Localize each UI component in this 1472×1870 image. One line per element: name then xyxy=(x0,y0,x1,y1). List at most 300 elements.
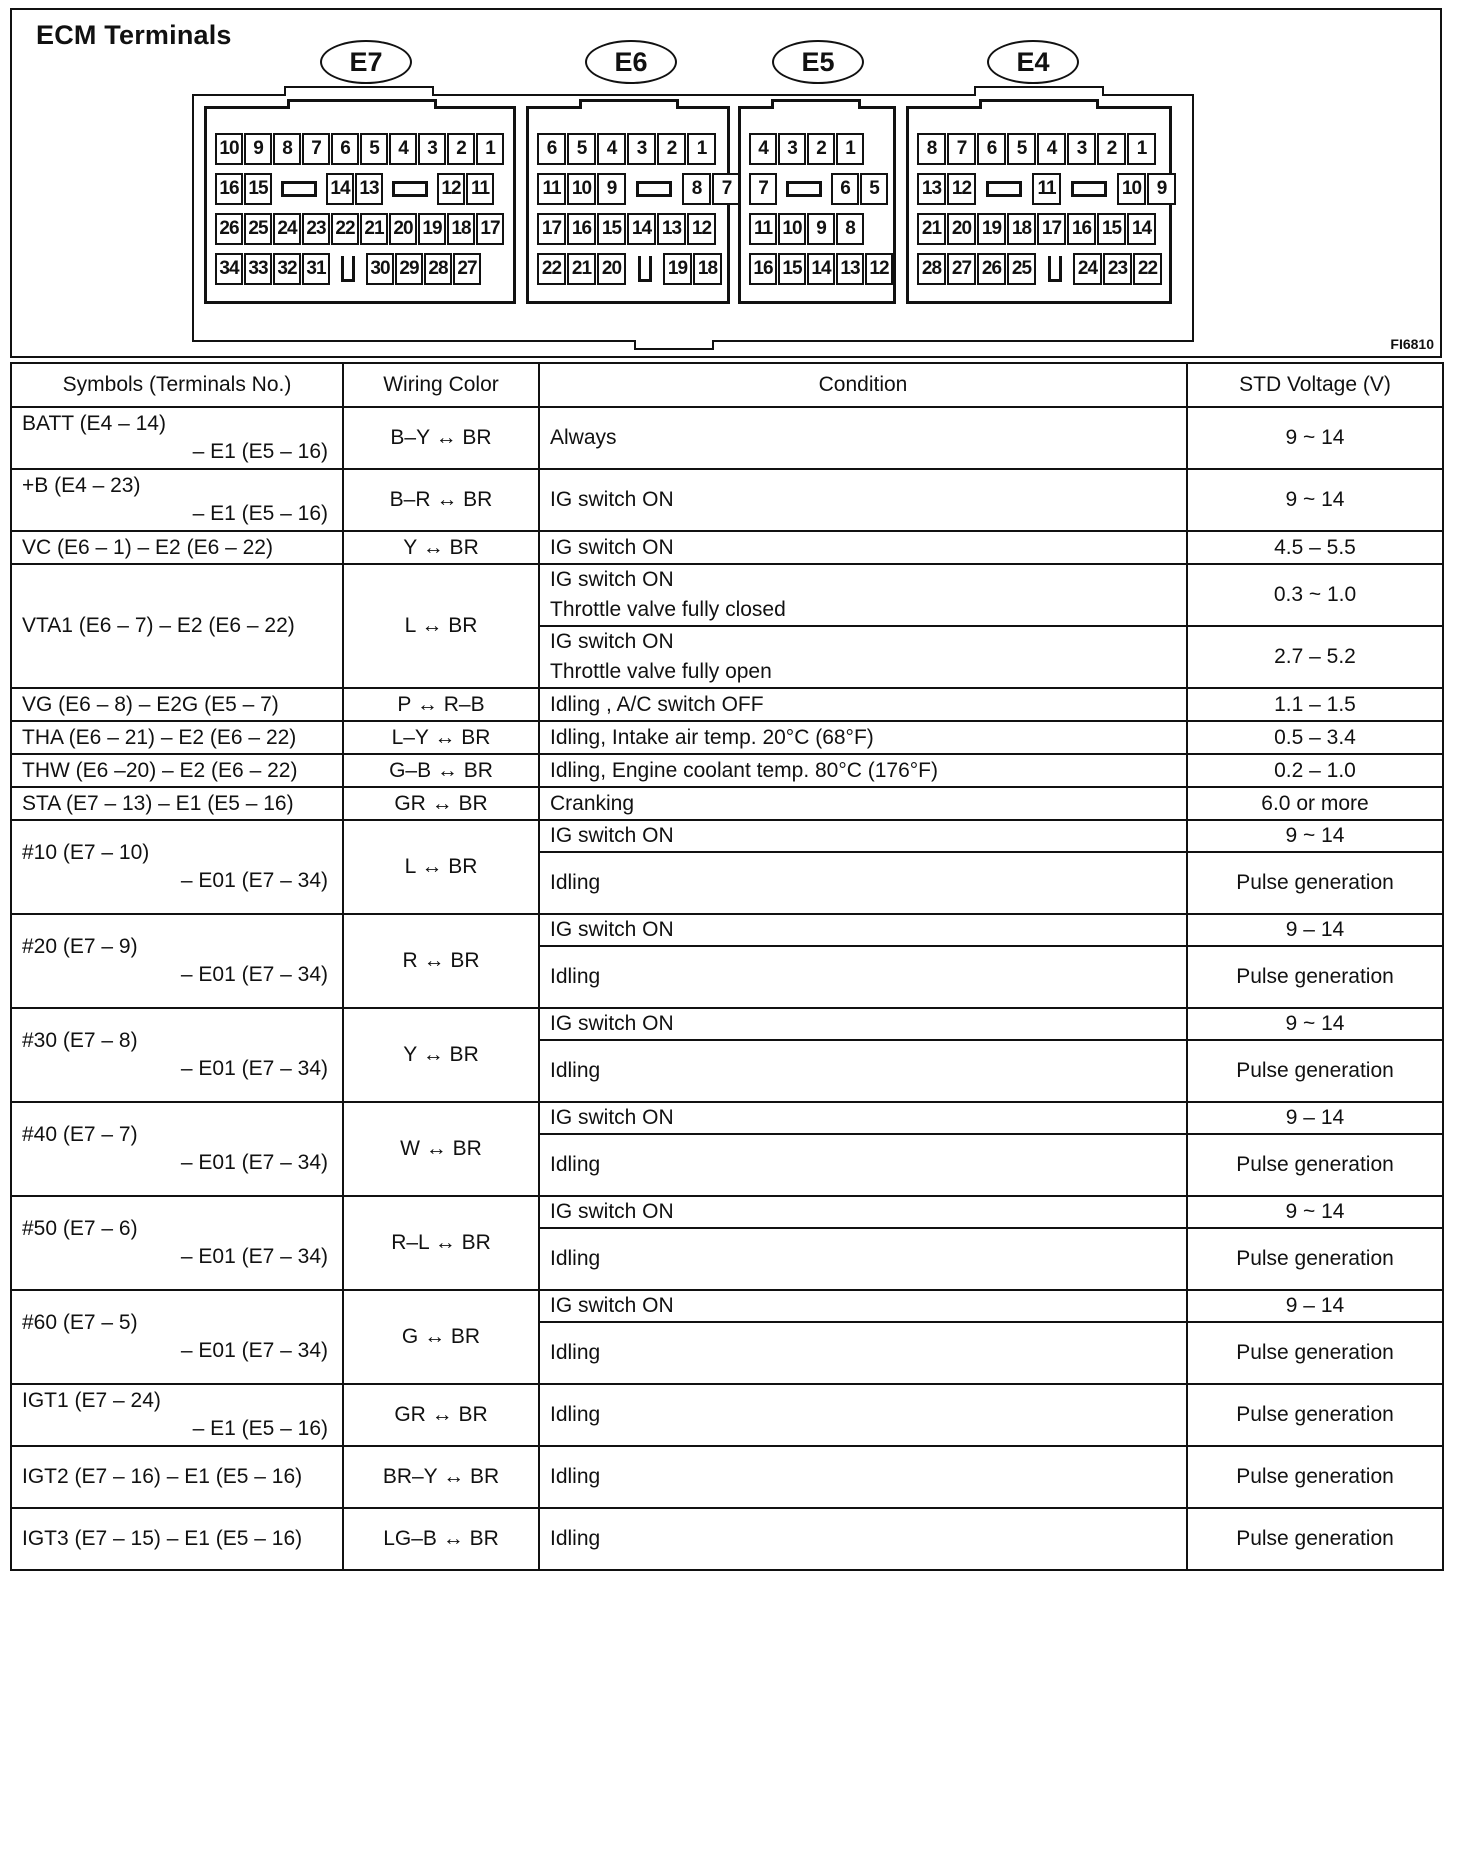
condition-cell xyxy=(539,1040,1187,1102)
connector-label-e4: E4 xyxy=(987,40,1079,84)
std-voltage-cell: 9 – 14 xyxy=(1187,1290,1443,1322)
terminal-symbol-cell xyxy=(11,1102,343,1196)
wiring-color-cell: B–Y ↔ BR xyxy=(343,407,539,469)
std-voltage-cell: Pulse generation xyxy=(1187,1508,1443,1570)
connector-label-e5: E5 xyxy=(772,40,864,84)
terminal-pin: 12 xyxy=(947,173,976,205)
condition-text: IG switch ON xyxy=(550,1200,674,1223)
terminal-pin: 11 xyxy=(749,213,777,245)
table-row xyxy=(11,469,1443,531)
terminal-pin: 13 xyxy=(355,173,383,205)
std-voltage-cell: Pulse generation xyxy=(1187,946,1443,1008)
terminal-pin: 2 xyxy=(1097,133,1126,165)
terminal-pin: 34 xyxy=(215,253,243,285)
std-voltage-cell: Pulse generation xyxy=(1187,1384,1443,1446)
terminal-symbol: BATT (E4 – 14) xyxy=(22,412,166,435)
connector-slot xyxy=(1062,173,1116,205)
terminal-pin: 12 xyxy=(687,213,716,245)
terminal-pin: 19 xyxy=(663,253,692,285)
condition-cell xyxy=(539,626,1187,688)
connector-key xyxy=(1037,253,1072,285)
terminal-pin: 24 xyxy=(1073,253,1102,285)
terminal-pin: 18 xyxy=(693,253,722,285)
table-row xyxy=(11,1384,1443,1446)
terminal-symbol: STA (E7 – 13) – E1 (E5 – 16) xyxy=(22,791,294,815)
pin-row xyxy=(537,253,722,285)
condition-text: Idling xyxy=(550,1341,601,1364)
terminal-pin: 18 xyxy=(1007,213,1036,245)
terminal-pin: 13 xyxy=(917,173,946,205)
condition-text: IG switch ON xyxy=(550,568,674,591)
terminal-pin: 1 xyxy=(1127,133,1156,165)
terminal-symbol-cell xyxy=(11,531,343,564)
std-voltage-cell: Pulse generation xyxy=(1187,1040,1443,1102)
condition-text: IG switch ON xyxy=(550,630,674,653)
terminal-pin: 17 xyxy=(1037,213,1066,245)
terminal-pin: 7 xyxy=(712,173,741,205)
condition-text: Idling xyxy=(550,871,601,894)
terminal-pin: 9 xyxy=(1147,173,1176,205)
terminal-pin: 16 xyxy=(215,173,243,205)
wiring-color-cell: R–L ↔ BR xyxy=(343,1196,539,1290)
terminal-pin: 15 xyxy=(597,213,626,245)
table-row xyxy=(11,820,1443,852)
terminal-symbol: #60 (E7 – 5) xyxy=(22,1311,138,1334)
figure-code: FI6810 xyxy=(1390,336,1434,352)
terminal-pin: 3 xyxy=(778,133,806,165)
std-voltage-cell: 9 ~ 14 xyxy=(1187,1008,1443,1040)
terminal-pin: 2 xyxy=(657,133,686,165)
terminal-pin: 8 xyxy=(917,133,946,165)
std-voltage-cell: 9 ~ 14 xyxy=(1187,820,1443,852)
housing-foot xyxy=(634,340,714,350)
terminal-pin: 17 xyxy=(476,213,504,245)
terminal-symbol: #10 (E7 – 10) xyxy=(22,841,150,864)
condition-cell xyxy=(539,820,1187,852)
terminal-pin: 21 xyxy=(567,253,596,285)
table-row xyxy=(11,688,1443,721)
std-voltage-cell: 2.7 – 5.2 xyxy=(1187,626,1443,688)
terminal-pin: 7 xyxy=(302,133,330,165)
terminal-symbol: #30 (E7 – 8) xyxy=(22,1029,138,1052)
condition-text: Idling, Engine coolant temp. 80°C (176°F) xyxy=(550,758,939,782)
terminal-symbol-cell xyxy=(11,688,343,721)
std-voltage-cell: 9 ~ 14 xyxy=(1187,407,1443,469)
terminal-pin: 15 xyxy=(244,173,272,205)
terminal-symbol-cell xyxy=(11,721,343,754)
terminal-ground: – E01 (E7 – 34) xyxy=(180,869,328,892)
table-row xyxy=(11,564,1443,626)
condition-cell xyxy=(539,1228,1187,1290)
terminal-symbol-cell xyxy=(11,1196,343,1290)
wiring-color-cell: G ↔ BR xyxy=(343,1290,539,1384)
table-row xyxy=(11,1446,1443,1508)
pin-row xyxy=(537,213,716,245)
terminal-pin: 6 xyxy=(831,173,859,205)
terminal-pin: 25 xyxy=(244,213,272,245)
terminal-pin: 33 xyxy=(244,253,272,285)
table-row xyxy=(11,754,1443,787)
terminal-symbol-cell xyxy=(11,914,343,1008)
std-voltage-cell: 6.0 or more xyxy=(1187,787,1443,820)
terminal-pin: 22 xyxy=(331,213,359,245)
condition-text: Always xyxy=(550,426,617,449)
connector-e5 xyxy=(738,106,896,304)
condition-text: Idling xyxy=(550,1527,601,1550)
terminal-pin: 32 xyxy=(273,253,301,285)
terminal-pin: 7 xyxy=(749,173,777,205)
terminal-pin: 16 xyxy=(749,253,777,285)
condition-text: Cranking xyxy=(550,791,635,815)
header-wiring-color: Wiring Color xyxy=(343,363,539,407)
connector-latch xyxy=(287,99,437,109)
connector-slot xyxy=(273,173,325,205)
std-voltage-cell: 4.5 – 5.5 xyxy=(1187,531,1443,564)
table-row xyxy=(11,1008,1443,1040)
table-row xyxy=(11,721,1443,754)
terminal-pin: 2 xyxy=(807,133,835,165)
connector-label-e6: E6 xyxy=(585,40,677,84)
terminal-pin: 9 xyxy=(807,213,835,245)
terminal-pin: 4 xyxy=(1037,133,1066,165)
condition-text: Idling xyxy=(550,1403,601,1426)
housing-tab xyxy=(974,86,1104,96)
wiring-color-cell: B–R ↔ BR xyxy=(343,469,539,531)
terminal-symbol: THA (E6 – 21) – E2 (E6 – 22) xyxy=(22,725,297,749)
terminal-symbol: #50 (E7 – 6) xyxy=(22,1217,138,1240)
header-condition: Condition xyxy=(539,363,1187,407)
connector-slot xyxy=(778,173,830,205)
condition-text: Throttle valve fully open xyxy=(550,660,772,683)
terminal-pin: 14 xyxy=(1127,213,1156,245)
terminal-pin: 11 xyxy=(1032,173,1061,205)
housing-tab xyxy=(284,86,434,96)
terminal-pin: 24 xyxy=(273,213,301,245)
pin-row xyxy=(749,133,864,165)
connector-e7 xyxy=(204,106,516,304)
wiring-color-cell: P ↔ R–B xyxy=(343,688,539,721)
terminal-pin: 12 xyxy=(437,173,465,205)
terminal-symbol-cell xyxy=(11,1290,343,1384)
terminal-symbol: IGT1 (E7 – 24) xyxy=(22,1389,161,1412)
terminal-ground: – E01 (E7 – 34) xyxy=(180,1057,328,1080)
terminal-pin: 16 xyxy=(567,213,596,245)
condition-cell xyxy=(539,1446,1187,1508)
pin-row xyxy=(917,133,1156,165)
terminal-symbol-cell xyxy=(11,1446,343,1508)
condition-text: IG switch ON xyxy=(550,1012,674,1035)
condition-text: IG switch ON xyxy=(550,824,674,847)
terminal-pin: 5 xyxy=(1007,133,1036,165)
terminal-pin: 12 xyxy=(865,253,893,285)
terminal-symbol-cell xyxy=(11,469,343,531)
condition-cell xyxy=(539,754,1187,787)
condition-cell xyxy=(539,407,1187,469)
ecm-connector-housing xyxy=(192,94,1194,342)
terminal-pin: 6 xyxy=(977,133,1006,165)
wiring-color-cell: R ↔ BR xyxy=(343,914,539,1008)
terminal-pin: 13 xyxy=(836,253,864,285)
terminal-ground: – E01 (E7 – 34) xyxy=(180,1245,328,1268)
terminal-symbol: VG (E6 – 8) – E2G (E5 – 7) xyxy=(22,692,279,716)
std-voltage-cell: Pulse generation xyxy=(1187,1446,1443,1508)
condition-cell xyxy=(539,1290,1187,1322)
terminal-symbol: #20 (E7 – 9) xyxy=(22,935,138,958)
terminal-pin: 23 xyxy=(1103,253,1132,285)
std-voltage-cell: 9 ~ 14 xyxy=(1187,469,1443,531)
condition-text: IG switch ON xyxy=(550,1106,674,1129)
terminal-symbol-cell xyxy=(11,754,343,787)
std-voltage-cell: Pulse generation xyxy=(1187,1134,1443,1196)
condition-cell xyxy=(539,787,1187,820)
pin-row xyxy=(917,173,1176,205)
terminal-pin: 10 xyxy=(215,133,243,165)
terminal-pin: 20 xyxy=(389,213,417,245)
terminal-pin: 13 xyxy=(657,213,686,245)
table-row xyxy=(11,407,1443,469)
terminal-pin: 21 xyxy=(917,213,946,245)
condition-text: Idling, Intake air temp. 20°C (68°F) xyxy=(550,725,874,749)
header-symbols: Symbols (Terminals No.) xyxy=(11,363,343,407)
table-body xyxy=(11,407,1443,1570)
terminal-pin: 21 xyxy=(360,213,388,245)
connector-slot xyxy=(977,173,1031,205)
table-row xyxy=(11,1508,1443,1570)
std-voltage-cell: 9 ~ 14 xyxy=(1187,1196,1443,1228)
condition-text: IG switch ON xyxy=(550,488,674,511)
terminal-symbol: VTA1 (E6 – 7) – E2 (E6 – 22) xyxy=(22,614,295,637)
terminal-pin: 11 xyxy=(537,173,566,205)
connector-slot xyxy=(384,173,436,205)
pin-row xyxy=(537,133,716,165)
terminal-symbol-cell xyxy=(11,407,343,469)
terminal-pin: 31 xyxy=(302,253,330,285)
terminal-pin: 28 xyxy=(424,253,452,285)
pin-row xyxy=(917,213,1156,245)
terminal-symbol: #40 (E7 – 7) xyxy=(22,1123,138,1146)
table-row xyxy=(11,1290,1443,1322)
table-row xyxy=(11,1196,1443,1228)
connector-key xyxy=(331,253,365,285)
condition-cell xyxy=(539,531,1187,564)
condition-text: IG switch ON xyxy=(550,1294,674,1317)
terminal-pin: 27 xyxy=(947,253,976,285)
wiring-color-cell: GR ↔ BR xyxy=(343,787,539,820)
terminal-pin: 4 xyxy=(597,133,626,165)
terminal-ground: – E01 (E7 – 34) xyxy=(180,963,328,986)
terminal-pin: 8 xyxy=(836,213,864,245)
terminal-pin: 8 xyxy=(273,133,301,165)
terminal-pin: 11 xyxy=(466,173,494,205)
wiring-color-cell: L–Y ↔ BR xyxy=(343,721,539,754)
terminal-pin: 10 xyxy=(567,173,596,205)
table-row xyxy=(11,787,1443,820)
terminal-pin: 19 xyxy=(977,213,1006,245)
terminal-pin: 4 xyxy=(749,133,777,165)
std-voltage-cell: Pulse generation xyxy=(1187,852,1443,914)
connector-latch xyxy=(771,99,861,109)
terminal-pin: 3 xyxy=(1067,133,1096,165)
pin-row xyxy=(215,213,504,245)
condition-cell xyxy=(539,1134,1187,1196)
terminal-pin: 14 xyxy=(807,253,835,285)
terminal-pin: 27 xyxy=(453,253,481,285)
terminal-pin: 2 xyxy=(447,133,475,165)
condition-text: Idling xyxy=(550,1247,601,1270)
terminal-pin: 26 xyxy=(215,213,243,245)
terminal-pin: 1 xyxy=(836,133,864,165)
terminal-pin: 15 xyxy=(778,253,806,285)
std-voltage-cell: 0.3 ~ 1.0 xyxy=(1187,564,1443,626)
pin-row xyxy=(215,133,504,165)
terminal-pin: 25 xyxy=(1007,253,1036,285)
terminal-symbol: IGT2 (E7 – 16) – E1 (E5 – 16) xyxy=(22,1465,303,1488)
condition-cell xyxy=(539,852,1187,914)
terminal-pin: 20 xyxy=(597,253,626,285)
header-std-voltage: STD Voltage (V) xyxy=(1187,363,1443,407)
terminal-pin: 5 xyxy=(567,133,596,165)
terminal-symbol-cell xyxy=(11,787,343,820)
terminal-pin: 22 xyxy=(537,253,566,285)
terminal-pin: 26 xyxy=(977,253,1006,285)
terminal-pin: 1 xyxy=(476,133,504,165)
wiring-color-cell: GR ↔ BR xyxy=(343,1384,539,1446)
std-voltage-cell: Pulse generation xyxy=(1187,1322,1443,1384)
connector-e4 xyxy=(906,106,1172,304)
wiring-color-cell: Y ↔ BR xyxy=(343,531,539,564)
terminal-pin: 9 xyxy=(244,133,272,165)
condition-text: Idling xyxy=(550,1153,601,1176)
terminal-pin: 30 xyxy=(366,253,394,285)
pin-row xyxy=(537,173,741,205)
condition-cell xyxy=(539,688,1187,721)
condition-cell xyxy=(539,1196,1187,1228)
wiring-color-cell: BR–Y ↔ BR xyxy=(343,1446,539,1508)
diagram-title: ECM Terminals xyxy=(36,20,232,50)
std-voltage-cell: 0.2 – 1.0 xyxy=(1187,754,1443,787)
terminal-pin: 4 xyxy=(389,133,417,165)
terminal-pin: 5 xyxy=(860,173,888,205)
condition-cell xyxy=(539,1102,1187,1134)
terminal-spec-table xyxy=(10,362,1444,1571)
wiring-color-cell: G–B ↔ BR xyxy=(343,754,539,787)
terminal-pin: 19 xyxy=(418,213,446,245)
terminal-pin: 5 xyxy=(360,133,388,165)
terminal-ground: – E1 (E5 – 16) xyxy=(192,440,328,463)
std-voltage-cell: 9 – 14 xyxy=(1187,1102,1443,1134)
terminal-symbol: THW (E6 –20) – E2 (E6 – 22) xyxy=(22,758,298,782)
pin-row xyxy=(215,253,481,285)
std-voltage-cell: 1.1 – 1.5 xyxy=(1187,688,1443,721)
pin-row xyxy=(749,253,893,285)
condition-cell xyxy=(539,469,1187,531)
terminal-pin: 3 xyxy=(418,133,446,165)
condition-cell xyxy=(539,946,1187,1008)
terminal-ground: – E1 (E5 – 16) xyxy=(192,502,328,525)
terminal-symbol-cell xyxy=(11,1008,343,1102)
condition-cell xyxy=(539,1008,1187,1040)
terminal-pin: 10 xyxy=(778,213,806,245)
terminal-pin: 17 xyxy=(537,213,566,245)
terminal-symbol: VC (E6 – 1) – E2 (E6 – 22) xyxy=(22,535,273,559)
terminal-pin: 8 xyxy=(682,173,711,205)
terminal-pin: 6 xyxy=(331,133,359,165)
terminal-symbol: +B (E4 – 23) xyxy=(22,474,141,497)
std-voltage-cell: 0.5 – 3.4 xyxy=(1187,721,1443,754)
table-header-row xyxy=(11,363,1443,407)
terminal-pin: 6 xyxy=(537,133,566,165)
terminal-pin: 1 xyxy=(687,133,716,165)
terminal-ground: – E01 (E7 – 34) xyxy=(180,1339,328,1362)
condition-cell xyxy=(539,1322,1187,1384)
terminal-pin: 28 xyxy=(917,253,946,285)
pin-row xyxy=(215,173,494,205)
connector-label-e7: E7 xyxy=(320,40,412,84)
condition-text: Idling xyxy=(550,1059,601,1082)
condition-cell xyxy=(539,914,1187,946)
terminal-pin: 3 xyxy=(627,133,656,165)
connector-e6 xyxy=(526,106,730,304)
pin-row xyxy=(749,173,888,205)
terminal-pin: 14 xyxy=(627,213,656,245)
terminal-symbol-cell xyxy=(11,1508,343,1570)
terminal-pin: 10 xyxy=(1117,173,1146,205)
pin-row xyxy=(749,213,864,245)
terminal-pin: 7 xyxy=(947,133,976,165)
terminal-symbol-cell xyxy=(11,820,343,914)
terminal-pin: 16 xyxy=(1067,213,1096,245)
table-row xyxy=(11,531,1443,564)
condition-cell xyxy=(539,564,1187,626)
wiring-color-cell: Y ↔ BR xyxy=(343,1008,539,1102)
connector-latch xyxy=(579,99,679,109)
table-row xyxy=(11,1102,1443,1134)
terminal-pin: 14 xyxy=(326,173,354,205)
terminal-pin: 15 xyxy=(1097,213,1126,245)
condition-text: Throttle valve fully closed xyxy=(550,598,786,621)
pin-row xyxy=(917,253,1162,285)
wiring-color-cell: W ↔ BR xyxy=(343,1102,539,1196)
condition-cell xyxy=(539,721,1187,754)
std-voltage-cell: 9 – 14 xyxy=(1187,914,1443,946)
terminal-pin: 23 xyxy=(302,213,330,245)
terminal-symbol: IGT3 (E7 – 15) – E1 (E5 – 16) xyxy=(22,1527,303,1550)
terminal-ground: – E1 (E5 – 16) xyxy=(192,1417,328,1440)
terminal-pin: 18 xyxy=(447,213,475,245)
terminal-pin: 29 xyxy=(395,253,423,285)
terminal-pin: 20 xyxy=(947,213,976,245)
condition-text: IG switch ON xyxy=(550,918,674,941)
ecm-terminal-diagram xyxy=(10,8,1442,358)
std-voltage-cell: Pulse generation xyxy=(1187,1228,1443,1290)
table-row xyxy=(11,914,1443,946)
condition-text: Idling , A/C switch OFF xyxy=(550,692,764,716)
condition-text: Idling xyxy=(550,965,601,988)
wiring-color-cell: L ↔ BR xyxy=(343,564,539,688)
terminal-pin: 22 xyxy=(1133,253,1162,285)
connector-key xyxy=(627,253,662,285)
wiring-color-cell: LG–B ↔ BR xyxy=(343,1508,539,1570)
condition-cell xyxy=(539,1384,1187,1446)
wiring-color-cell: L ↔ BR xyxy=(343,820,539,914)
condition-text: IG switch ON xyxy=(550,535,674,559)
terminal-symbol-cell xyxy=(11,564,343,688)
condition-text: Idling xyxy=(550,1465,601,1488)
terminal-pin: 9 xyxy=(597,173,626,205)
terminal-symbol-cell xyxy=(11,1384,343,1446)
connector-latch xyxy=(979,99,1099,109)
connector-slot xyxy=(627,173,681,205)
